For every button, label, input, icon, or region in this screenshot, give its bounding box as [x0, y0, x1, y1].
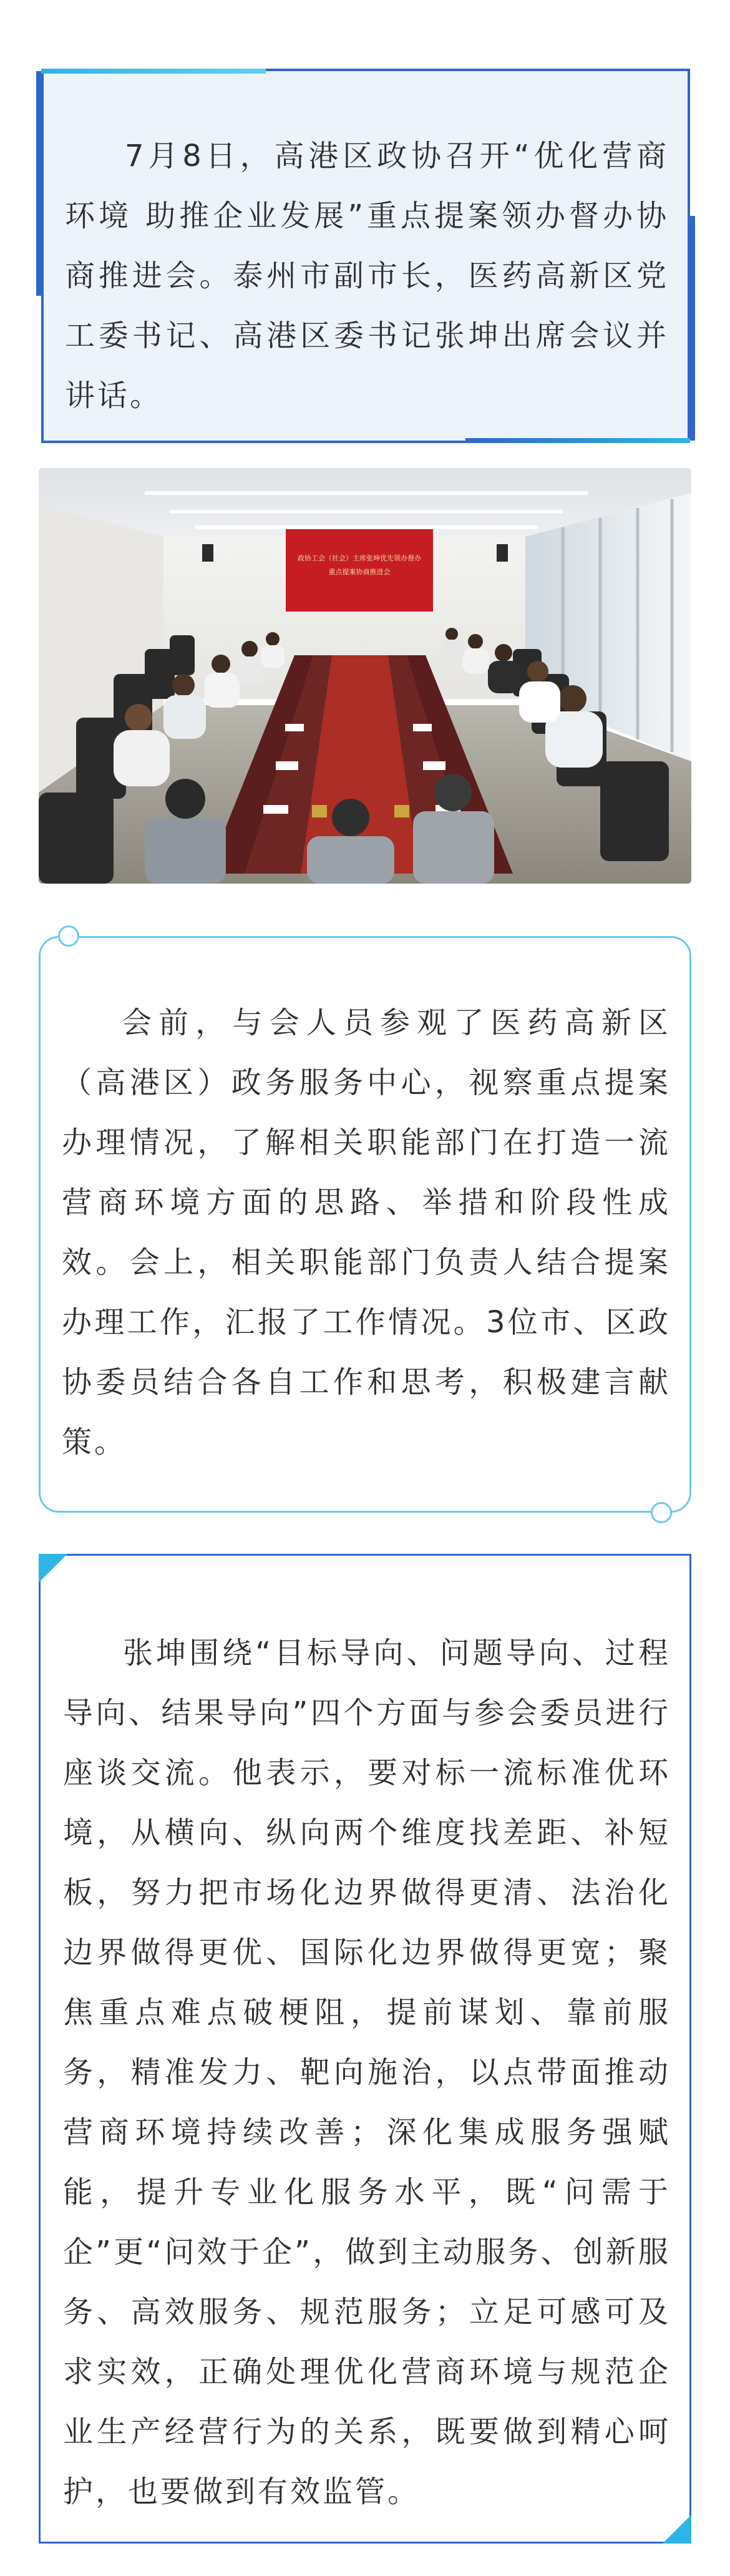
card-left-accent-bar — [36, 71, 41, 296]
visit-card — [39, 936, 691, 1513]
screen-title-line2: 重点提案协商推进会 — [328, 568, 391, 576]
card-corner-dot — [58, 925, 79, 947]
screen-title-line1: 政协工会（社会）主席张坤优先领办督办 — [298, 554, 421, 562]
speech-paragraph: 张坤围绕“目标导向、问题导向、过程导向、结果导向”四个方面与参会委员进行座谈交流。他表示，要对标一流标准优环境，从横向、纵向两个维度找差距、补短板，努力把市场化边界做得更清、法治化边界做得更优、国际化边界做得更宽；聚焦重点难点破梗阻，提前谋划、靠前服务，精准发力、靶向施治，以点带面推动营商环境持续改善；深化集成服务强赋能，提升专业化服务水平，既“问需于企”更“问效于企”，做到主动服务、创新服务、高效服务、规范服务；立足可感可及求实效，正确处理优化营商环境与规范企业生产经营行为的关系，既要做到精心呵护，也要做到有效监管。 — [63, 1636, 671, 2509]
intro-paragraph: 7月8日，高港区政协召开“优化营商环境 助推企业发展”重点提案领办督办协商推进会。泰州市副市长，医药高新区党工委书记、高港区委书记张坤出席会议并讲话。 — [65, 139, 669, 413]
speech-card — [39, 1554, 691, 2544]
card-corner-triangle — [39, 1554, 67, 1583]
card-corner-dot — [651, 1502, 672, 1523]
card-right-accent-bar — [690, 216, 695, 441]
visit-paragraph: 会前，与会人员参观了医药高新区（高港区）政务服务中心，视察重点提案办理情况，了解相关职能部门在打造一流营商环境方面的思路、举措和阶段性成效。会上，相关职能部门负责人结合提案办理工作，汇报了工作情况。3位市、区政协委员结合各自工作和思考，积极建言献策。 — [62, 1005, 671, 1460]
meeting-photo — [39, 468, 691, 884]
intro-card — [41, 69, 690, 443]
card-top-accent-bar — [41, 69, 266, 74]
card-bottom-accent-bar — [465, 438, 690, 443]
